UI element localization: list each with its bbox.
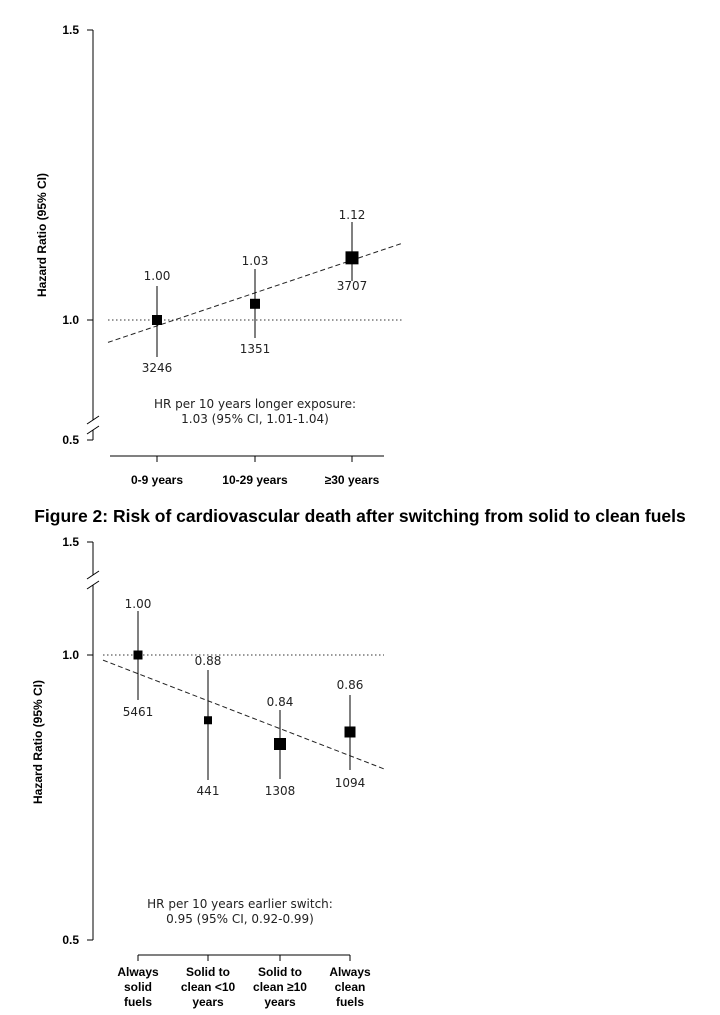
hr-value-label: 0.84 bbox=[266, 695, 294, 709]
x-tick-label: fuels bbox=[335, 995, 365, 1009]
y-tick-label: 1.5 bbox=[62, 535, 79, 549]
n-count-label: 1094 bbox=[334, 776, 366, 790]
trend-note: HR per 10 years longer exposure: bbox=[153, 397, 357, 411]
x-tick-label: clean <10 bbox=[180, 980, 236, 994]
n-count-label: 1308 bbox=[264, 784, 296, 798]
estimate-marker bbox=[204, 716, 212, 724]
x-tick-label: clean bbox=[334, 980, 366, 994]
estimate-marker bbox=[345, 726, 356, 737]
x-tick-label: fuels bbox=[123, 995, 153, 1009]
x-tick-label: Solid to bbox=[258, 965, 302, 979]
x-tick-label: clean ≥10 bbox=[253, 980, 307, 994]
n-count-label: 1351 bbox=[239, 342, 271, 356]
x-tick-label: years bbox=[192, 995, 224, 1009]
hr-value-label: 0.86 bbox=[336, 678, 364, 692]
estimate-marker bbox=[274, 738, 286, 750]
n-count-label: 5461 bbox=[122, 705, 154, 719]
trend-note: HR per 10 years earlier switch: bbox=[147, 897, 333, 911]
hr-value-label: 1.03 bbox=[241, 254, 269, 268]
x-tick-label: 0-9 years bbox=[130, 473, 184, 487]
figure-2-title: Figure 2: Risk of cardiovascular death after switching from solid to clean fuels bbox=[34, 506, 686, 526]
y-axis-title: Hazard Ratio (95% CI) bbox=[35, 172, 49, 298]
hr-value-label: 1.12 bbox=[338, 208, 366, 222]
n-count-label: 441 bbox=[196, 784, 220, 798]
trend-note: 1.03 (95% CI, 1.01-1.04) bbox=[181, 412, 329, 426]
y-tick-label: 0.5 bbox=[62, 433, 79, 447]
estimate-marker bbox=[346, 251, 359, 264]
hr-value-label: 1.00 bbox=[143, 269, 171, 283]
hr-value-label: 0.88 bbox=[194, 654, 222, 668]
x-tick-label: Solid to bbox=[186, 965, 230, 979]
chart-exposure-duration bbox=[35, 23, 402, 487]
estimate-marker bbox=[250, 299, 260, 309]
chart-fuel-switch bbox=[31, 535, 384, 1009]
x-tick-label: Always bbox=[117, 965, 159, 979]
y-tick-label: 1.5 bbox=[62, 23, 79, 37]
y-tick-label: 1.0 bbox=[62, 313, 79, 327]
estimate-marker bbox=[134, 651, 143, 660]
y-tick-label: 0.5 bbox=[62, 933, 79, 947]
hr-value-label: 1.00 bbox=[124, 597, 152, 611]
n-count-label: 3707 bbox=[336, 279, 368, 293]
x-tick-label: years bbox=[264, 995, 296, 1009]
x-tick-label: ≥30 years bbox=[324, 473, 380, 487]
y-axis-title: Hazard Ratio (95% CI) bbox=[31, 679, 45, 805]
estimate-marker bbox=[152, 315, 162, 325]
y-tick-label: 1.0 bbox=[62, 648, 79, 662]
x-tick-label: Always bbox=[329, 965, 371, 979]
n-count-label: 3246 bbox=[141, 361, 173, 375]
trend-note: 0.95 (95% CI, 0.92-0.99) bbox=[166, 912, 314, 926]
x-tick-label: solid bbox=[123, 980, 153, 994]
x-tick-label: 10-29 years bbox=[222, 473, 288, 487]
